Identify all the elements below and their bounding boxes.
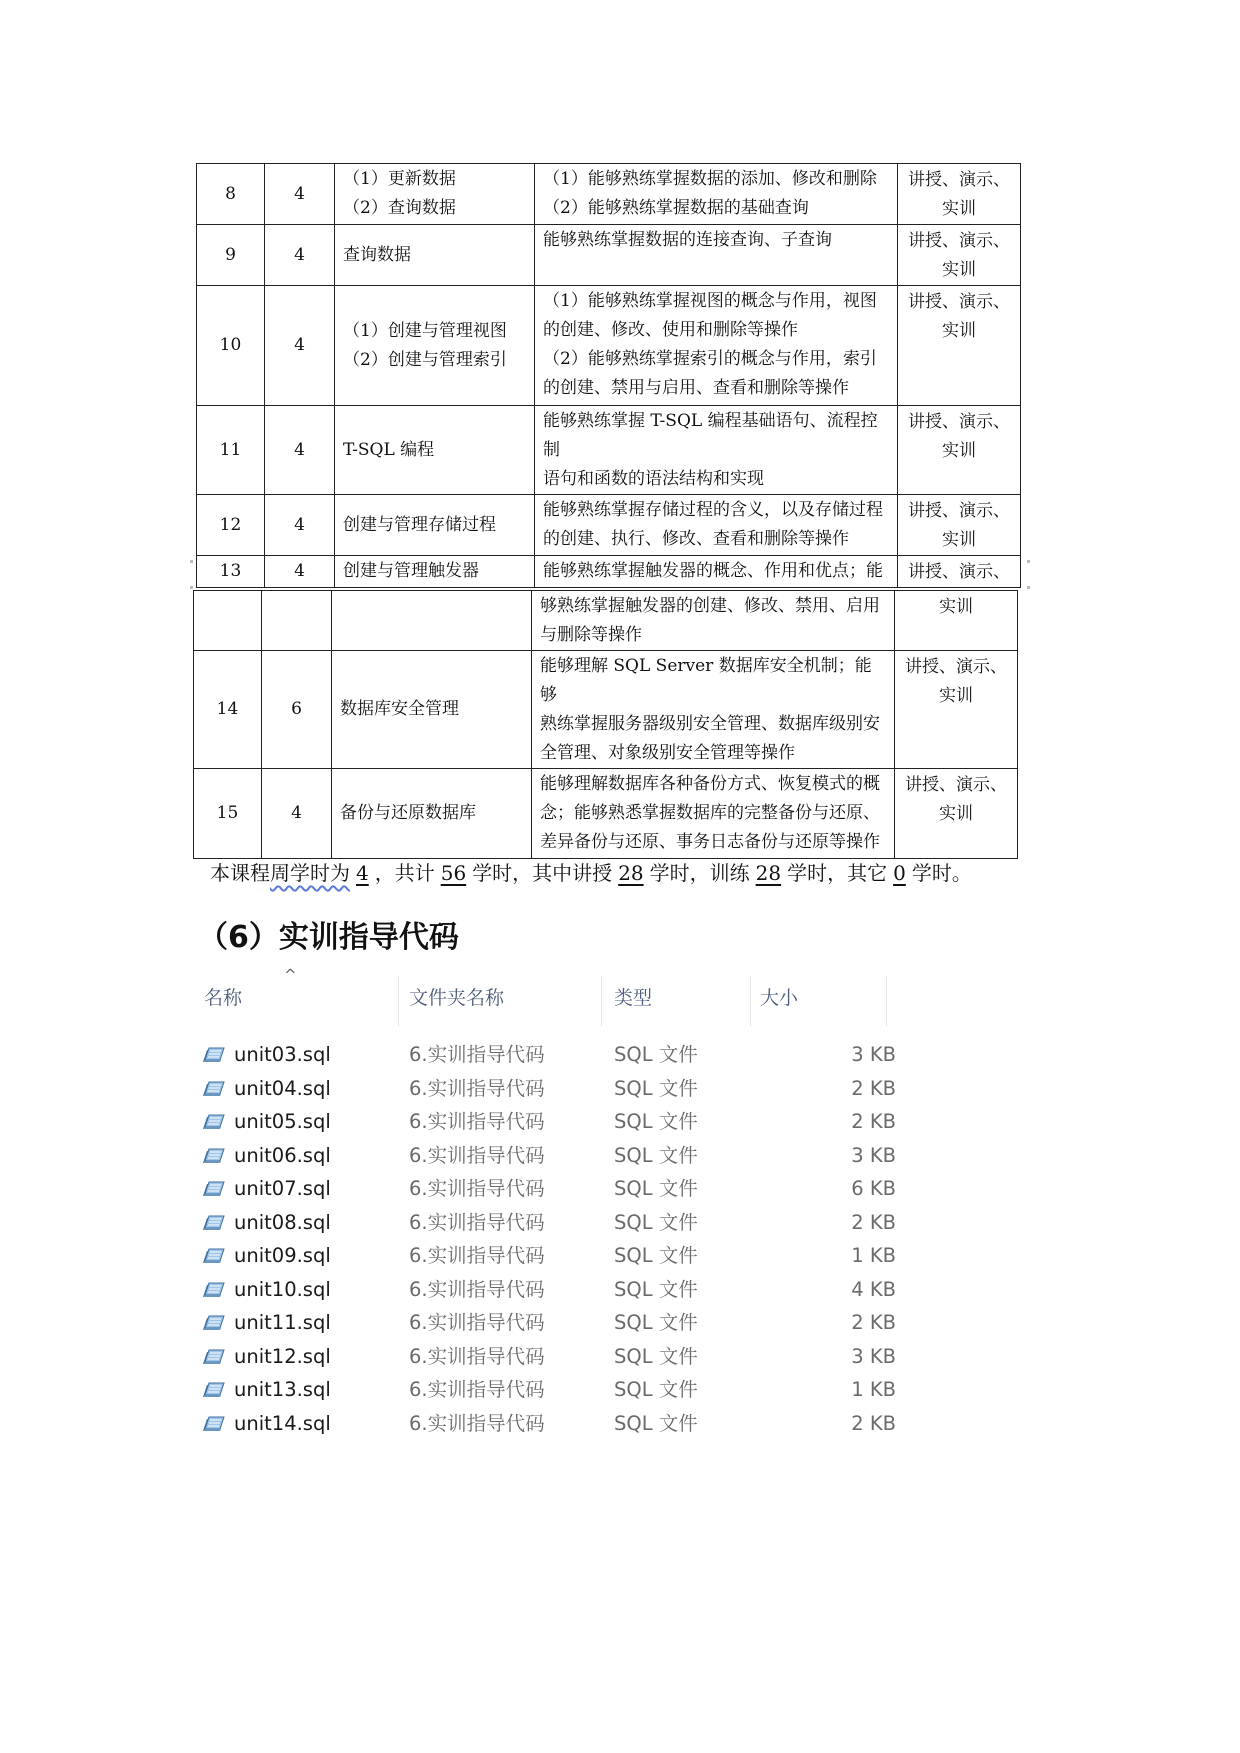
cell-line: 差异备份与还原、事务日志备份与还原等操作 [540,832,880,852]
weekly-hours-value: 4 [356,861,369,885]
cell-line: 备份与还原数据库 [340,803,476,823]
schedule-row [197,406,1021,495]
method-cell [898,495,1021,556]
file-name[interactable]: unit08.sql [234,1210,331,1234]
sql-file-icon [202,1147,226,1165]
column-divider[interactable] [750,976,751,1026]
file-size: 2 KB [851,1311,896,1334]
content-cell [535,164,898,225]
cell-line: 能够熟练掌握数据的连接查询、子查询 [543,230,832,250]
method-cell [898,225,1021,286]
topic-cell [335,495,535,556]
file-row[interactable] [196,1038,896,1072]
method-cell [895,591,1018,651]
file-name[interactable]: unit04.sql [234,1076,331,1100]
file-row[interactable] [196,1239,896,1273]
column-divider[interactable] [398,976,399,1026]
column-divider[interactable] [886,976,887,1026]
file-type: SQL 文件 [614,1076,698,1100]
method-cell [898,164,1021,225]
topic-cell [335,406,535,495]
summary-text-2: ，共计 [374,861,435,885]
file-size: 2 KB [851,1076,896,1100]
file-folder: 6.实训指导代码 [409,1311,545,1334]
sql-file-icon [202,1415,226,1433]
cell-line: 全管理、对象级别安全管理等操作 [540,743,795,763]
content-cell [535,286,898,406]
file-type: SQL 文件 [614,1277,698,1301]
cell-line: 够熟练掌握触发器的创建、修改、禁用、启用 [540,596,880,616]
cell-line: （2）查询数据 [343,198,456,218]
file-name[interactable]: unit13.sql [234,1378,331,1401]
sql-file-icon [202,1247,226,1265]
cell-line: 创建与管理存储过程 [343,514,496,535]
file-row[interactable] [196,1105,896,1139]
topic-cell [335,286,535,406]
cell-line: 能够熟练掌握触发器的概念、作用和优点；能 [543,561,883,581]
sql-file-icon [202,1281,226,1299]
hours-cell: 4 [265,164,335,225]
schedule-row [197,286,1021,406]
cell-line: 的创建、执行、修改、查看和删除等操作 [543,529,849,549]
cell-line: 讲授、演示、 [905,657,1007,677]
topic-cell [332,591,532,651]
schedule-row [197,164,1021,225]
cell-line: 实训 [939,597,973,617]
page-break-marker [190,586,1030,587]
content-cell [532,651,895,769]
content-cell [532,591,895,651]
cell-line: 数据库安全管理 [340,699,459,719]
cell-line: 创建与管理触发器 [343,561,479,581]
cell-line: 讲授、演示、 [908,231,1010,251]
file-list-header [196,966,896,1026]
cell-line: 熟练掌握服务器级别安全管理、数据库级别安 [540,714,880,734]
cell-line: 的创建、禁用与启用、查看和删除等操作 [543,378,849,398]
sql-file-icon [202,1180,226,1198]
file-type: SQL 文件 [614,1311,698,1334]
schedule-row [197,495,1021,556]
sql-file-icon [202,1348,226,1366]
content-cell [535,406,898,495]
schedule-row [197,225,1021,286]
hours-cell: 4 [265,495,335,556]
file-type: SQL 文件 [614,1177,698,1200]
file-name[interactable]: unit10.sql [234,1277,331,1301]
week-cell: 10 [197,286,265,406]
file-list-screenshot [196,966,896,1440]
column-header-size[interactable]: 大小 [760,987,799,1009]
summary-prefix: 本课程 [210,861,270,885]
file-folder: 6.实训指导代码 [409,1043,545,1066]
file-type: SQL 文件 [614,1411,698,1435]
file-row[interactable] [196,1072,896,1106]
file-name[interactable]: unit12.sql [234,1344,331,1368]
cell-line: 语句和函数的语法结构和实现 [543,469,764,489]
summary-text-5: 学时，其它 [787,861,888,885]
file-folder: 6.实训指导代码 [409,1177,545,1200]
hours-cell [262,591,332,651]
schedule-row [194,651,1018,769]
week-cell: 12 [197,495,265,556]
file-size: 6 KB [851,1177,896,1200]
file-size: 2 KB [851,1411,896,1435]
topic-cell [332,769,532,859]
sql-file-icon [202,1381,226,1399]
hours-summary [210,858,972,888]
course-schedule-table-top [196,163,1021,588]
sort-ascending-icon[interactable]: ^ [284,966,297,984]
other-hours-value: 0 [893,861,906,885]
cell-line: 实训 [939,804,973,824]
cell-line: 讲授、演示、 [905,775,1007,795]
file-size: 2 KB [851,1110,896,1133]
file-size: 3 KB [851,1344,896,1368]
sql-file-icon [202,1046,226,1064]
week-cell: 11 [197,406,265,495]
cell-line: （1）更新数据 [343,169,456,189]
sql-file-icon [202,1080,226,1098]
method-cell [895,769,1018,859]
week-cell [194,591,262,651]
cell-line: 念；能够熟悉掌握数据库的完整备份与还原、 [540,803,880,823]
cell-line: 实训 [942,199,976,219]
file-folder: 6.实训指导代码 [409,1277,545,1301]
sql-file-icon [202,1314,226,1332]
file-name[interactable]: unit09.sql [234,1244,331,1267]
file-type: SQL 文件 [614,1043,698,1066]
file-size: 3 KB [851,1043,896,1066]
schedule-row [194,591,1018,651]
file-row[interactable] [196,1273,896,1307]
topic-cell [332,651,532,769]
file-row[interactable] [196,1373,896,1407]
file-folder: 6.实训指导代码 [409,1411,545,1435]
file-folder: 6.实训指导代码 [409,1110,545,1133]
hours-cell: 4 [265,286,335,406]
content-cell [535,225,898,286]
hours-cell: 4 [265,225,335,286]
cell-line: 查询数据 [343,244,411,265]
file-size: 1 KB [851,1244,896,1267]
file-type: SQL 文件 [614,1378,698,1401]
cell-line: 实训 [942,441,976,461]
file-folder: 6.实训指导代码 [409,1076,545,1100]
cell-line: （2）创建与管理索引 [343,349,507,370]
content-cell [535,495,898,556]
week-cell: 9 [197,225,265,286]
cell-line: （1）能够熟练掌握数据的添加、修改和删除 [543,169,877,189]
hours-cell: 4 [265,406,335,495]
cell-line: T-SQL 编程 [343,439,435,460]
page-break-marker [190,560,1030,561]
summary-text-6: 学时。 [911,861,972,885]
cell-line: 能够熟练掌握 T-SQL 编程基础语句、流程控制 [543,411,878,460]
sql-file-icon [202,1113,226,1131]
topic-cell [335,225,535,286]
summary-text-1: 周学时为 [270,861,350,885]
method-cell [895,651,1018,769]
file-folder: 6.实训指导代码 [409,1344,545,1368]
course-schedule-table-bottom [193,590,1018,859]
method-cell [898,406,1021,495]
cell-line: （2）能够熟练掌握数据的基础查询 [543,198,809,218]
week-cell: 8 [197,164,265,225]
cell-line: 实训 [939,686,973,706]
topic-cell [335,164,535,225]
lecture-hours-value: 28 [618,861,644,885]
week-cell: 15 [194,769,262,859]
file-row[interactable] [196,1139,896,1173]
file-type: SQL 文件 [614,1210,698,1234]
cell-line: 的创建、修改、使用和删除等操作 [543,320,798,340]
file-row[interactable] [196,1172,896,1206]
file-type: SQL 文件 [614,1143,698,1167]
cell-line: 能够理解 SQL Server 数据库安全机制；能够 [540,656,872,705]
cell-line: （1）创建与管理视图 [343,320,507,341]
method-cell [898,286,1021,406]
file-name[interactable]: unit05.sql [234,1110,331,1133]
cell-line: 讲授、演示、 [908,292,1010,312]
file-row[interactable] [196,1306,896,1340]
section-heading: （6）实训指导代码 [198,920,459,955]
content-cell [532,769,895,859]
column-divider[interactable] [601,976,602,1026]
training-hours-value: 28 [755,861,782,885]
summary-text-4: 学时，训练 [649,861,750,885]
summary-text-3: 学时，其中讲授 [472,861,613,885]
file-folder: 6.实训指导代码 [409,1378,545,1401]
file-name[interactable]: unit07.sql [234,1177,331,1200]
cell-line: 讲授、演示、 [908,170,1010,190]
cell-line: 实训 [942,260,976,280]
cell-line: 实训 [942,321,976,341]
cell-line: 能够熟练掌握存储过程的含义，以及存储过程 [543,500,883,520]
file-row[interactable] [196,1206,896,1240]
sql-file-icon [202,1214,226,1232]
cell-line: （1）能够熟练掌握视图的概念与作用，视图 [543,291,877,311]
file-size: 3 KB [851,1143,896,1167]
file-type: SQL 文件 [614,1344,698,1368]
cell-line: 能够理解数据库各种备份方式、恢复模式的概 [540,774,880,794]
cell-line: 讲授、演示、 [908,562,1010,582]
file-row[interactable] [196,1340,896,1374]
week-cell: 14 [194,651,262,769]
file-size: 1 KB [851,1378,896,1401]
file-folder: 6.实训指导代码 [409,1143,545,1167]
cell-line: 与删除等操作 [540,625,642,645]
column-header-type[interactable]: 类型 [614,987,653,1009]
hours-cell: 4 [262,769,332,859]
file-name[interactable]: unit06.sql [234,1143,331,1167]
column-header-name[interactable]: 名称 [204,987,243,1009]
column-header-folder[interactable]: 文件夹名称 [409,987,505,1009]
file-row[interactable] [196,1407,896,1441]
file-type: SQL 文件 [614,1110,698,1133]
file-name[interactable]: unit03.sql [234,1043,331,1066]
hours-cell: 4 [265,556,335,588]
hours-cell: 6 [262,651,332,769]
file-type: SQL 文件 [614,1244,698,1267]
cell-line: （2）能够熟练掌握索引的概念与作用，索引 [543,349,877,369]
total-hours-value: 56 [440,861,467,885]
file-name[interactable]: unit11.sql [234,1311,331,1334]
file-name[interactable]: unit14.sql [234,1411,331,1435]
schedule-row [194,769,1018,859]
week-cell: 13 [197,556,265,588]
cell-line: 讲授、演示、 [908,501,1010,521]
file-folder: 6.实训指导代码 [409,1244,545,1267]
cell-line: 讲授、演示、 [908,412,1010,432]
file-folder: 6.实训指导代码 [409,1210,545,1234]
cell-line: 实训 [942,530,976,550]
file-size: 2 KB [851,1210,896,1234]
file-size: 4 KB [851,1277,896,1301]
